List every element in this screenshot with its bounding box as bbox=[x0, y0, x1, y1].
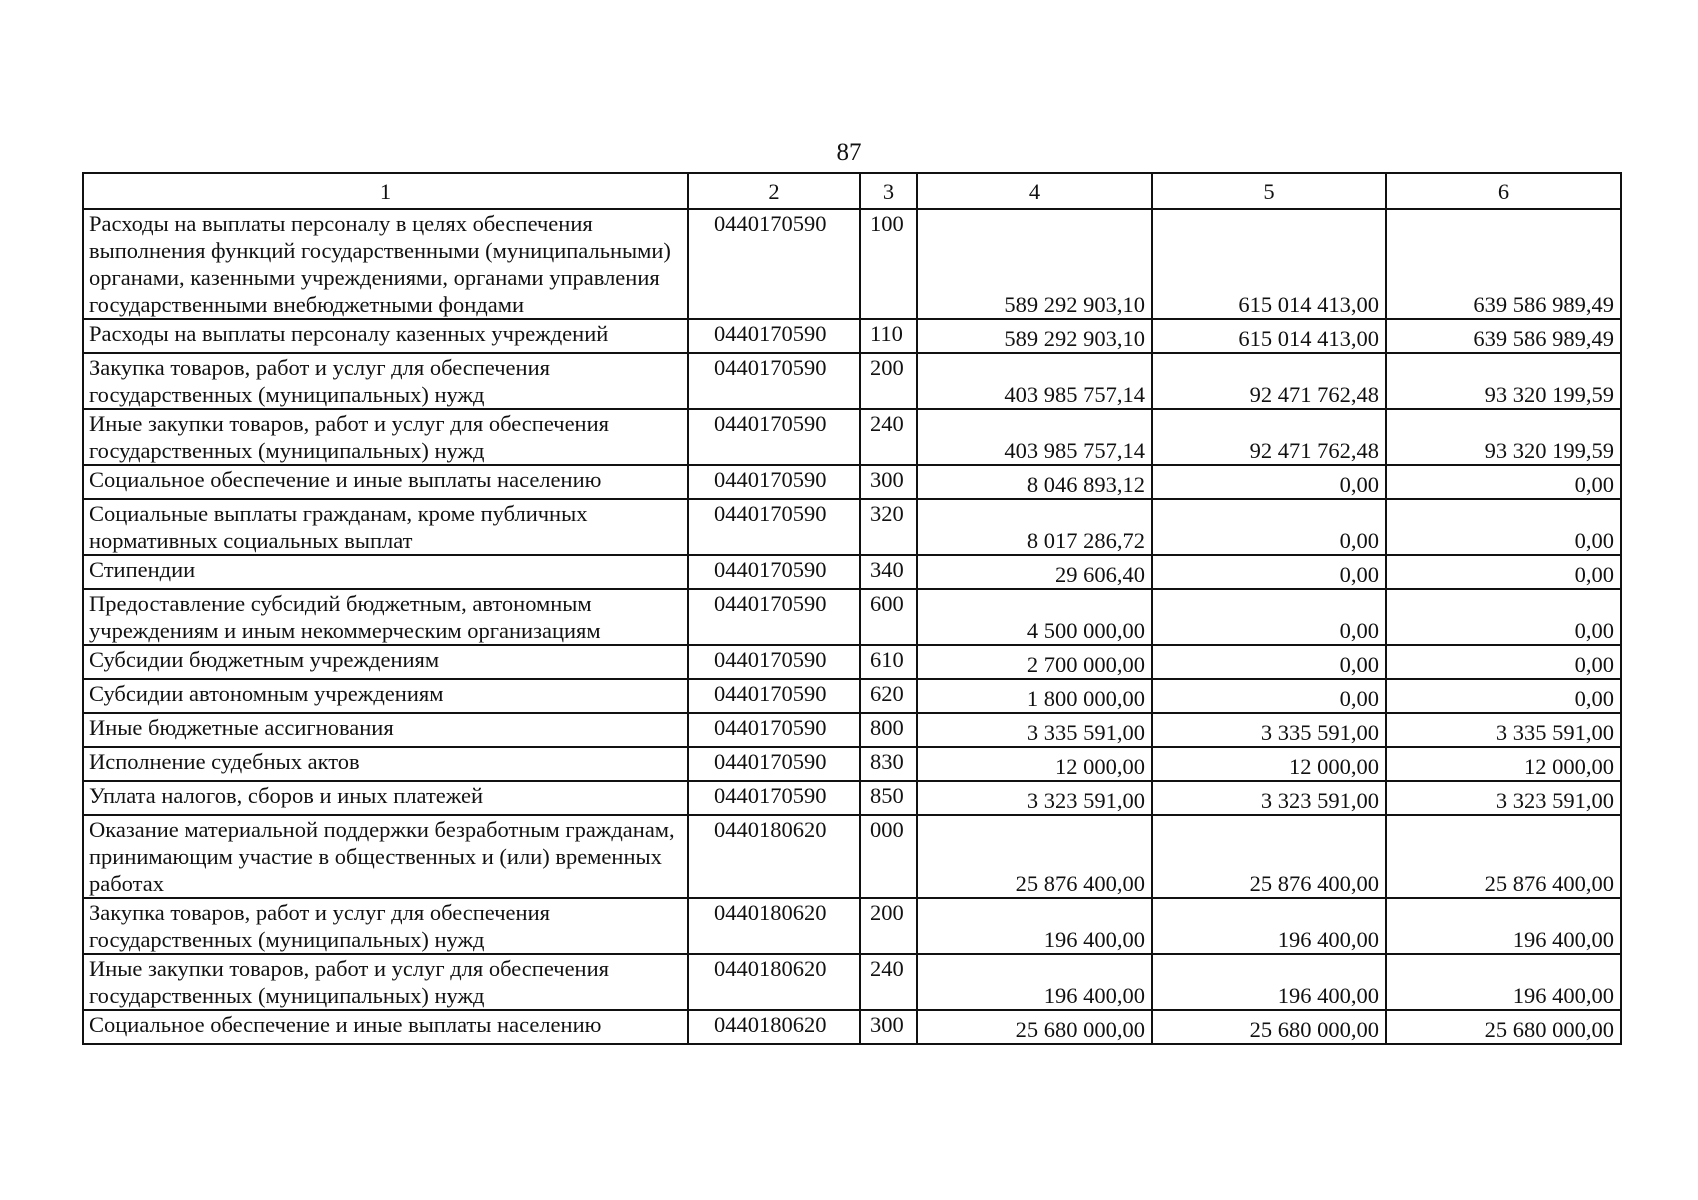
row-name: Закупка товаров, работ и услуг для обеспечения государственных (муниципальных) нужд bbox=[83, 353, 688, 409]
row-amount-col6: 25 876 400,00 bbox=[1386, 815, 1621, 898]
column-header: 4 bbox=[917, 173, 1152, 209]
row-expense-type: 850 bbox=[860, 781, 917, 815]
row-amount-col4: 2 700 000,00 bbox=[917, 645, 1152, 679]
row-amount-col6: 12 000,00 bbox=[1386, 747, 1621, 781]
row-amount-col6: 0,00 bbox=[1386, 645, 1621, 679]
row-amount-col4: 29 606,40 bbox=[917, 555, 1152, 589]
table-row bbox=[83, 589, 1621, 645]
row-target-code: 0440170590 bbox=[688, 747, 860, 781]
row-target-code: 0440170590 bbox=[688, 209, 860, 319]
row-expense-type: 800 bbox=[860, 713, 917, 747]
table-row bbox=[83, 409, 1621, 465]
table-row bbox=[83, 747, 1621, 781]
row-name: Оказание материальной поддержки безработным гражданам, принимающим участие в общественных и (или) временных работах bbox=[83, 815, 688, 898]
row-amount-col4: 25 680 000,00 bbox=[917, 1010, 1152, 1044]
column-header: 3 bbox=[860, 173, 917, 209]
row-amount-col4: 1 800 000,00 bbox=[917, 679, 1152, 713]
column-header: 1 bbox=[83, 173, 688, 209]
table-row bbox=[83, 781, 1621, 815]
row-name: Расходы на выплаты персоналу казенных учреждений bbox=[83, 319, 688, 353]
row-amount-col4: 4 500 000,00 bbox=[917, 589, 1152, 645]
row-amount-col5: 12 000,00 bbox=[1152, 747, 1386, 781]
row-amount-col5: 0,00 bbox=[1152, 679, 1386, 713]
row-amount-col5: 3 335 591,00 bbox=[1152, 713, 1386, 747]
table-row bbox=[83, 353, 1621, 409]
row-amount-col4: 589 292 903,10 bbox=[917, 209, 1152, 319]
row-name: Иные закупки товаров, работ и услуг для обеспечения государственных (муниципальных) нужд bbox=[83, 954, 688, 1010]
row-name: Субсидии автономным учреждениям bbox=[83, 679, 688, 713]
row-expense-type: 110 bbox=[860, 319, 917, 353]
row-expense-type: 000 bbox=[860, 815, 917, 898]
row-target-code: 0440170590 bbox=[688, 589, 860, 645]
table-row bbox=[83, 319, 1621, 353]
row-amount-col6: 25 680 000,00 bbox=[1386, 1010, 1621, 1044]
page-number: 87 bbox=[836, 139, 862, 166]
row-target-code: 0440180620 bbox=[688, 815, 860, 898]
row-amount-col5: 0,00 bbox=[1152, 555, 1386, 589]
row-amount-col5: 0,00 bbox=[1152, 589, 1386, 645]
row-expense-type: 830 bbox=[860, 747, 917, 781]
row-amount-col6: 639 586 989,49 bbox=[1386, 319, 1621, 353]
row-target-code: 0440170590 bbox=[688, 353, 860, 409]
row-amount-col4: 12 000,00 bbox=[917, 747, 1152, 781]
table-row bbox=[83, 898, 1621, 954]
row-amount-col4: 3 335 591,00 bbox=[917, 713, 1152, 747]
row-name: Иные закупки товаров, работ и услуг для обеспечения государственных (муниципальных) нужд bbox=[83, 409, 688, 465]
row-amount-col6: 93 320 199,59 bbox=[1386, 409, 1621, 465]
column-header: 2 bbox=[688, 173, 860, 209]
row-amount-col5: 3 323 591,00 bbox=[1152, 781, 1386, 815]
row-name: Социальное обеспечение и иные выплаты населению bbox=[83, 465, 688, 499]
row-amount-col5: 615 014 413,00 bbox=[1152, 319, 1386, 353]
row-amount-col6: 0,00 bbox=[1386, 465, 1621, 499]
row-amount-col6: 196 400,00 bbox=[1386, 898, 1621, 954]
row-target-code: 0440170590 bbox=[688, 409, 860, 465]
row-name: Расходы на выплаты персоналу в целях обеспечения выполнения функций государственными (муниципальными) органами, казенными учреждениями, органами управления государственными внебюджетными фондами bbox=[83, 209, 688, 319]
row-name: Иные бюджетные ассигнования bbox=[83, 713, 688, 747]
row-name: Социальные выплаты гражданам, кроме публичных нормативных социальных выплат bbox=[83, 499, 688, 555]
row-name: Субсидии бюджетным учреждениям bbox=[83, 645, 688, 679]
row-amount-col4: 8 017 286,72 bbox=[917, 499, 1152, 555]
row-amount-col6: 3 323 591,00 bbox=[1386, 781, 1621, 815]
row-amount-col6: 639 586 989,49 bbox=[1386, 209, 1621, 319]
row-expense-type: 320 bbox=[860, 499, 917, 555]
row-expense-type: 340 bbox=[860, 555, 917, 589]
table-row bbox=[83, 645, 1621, 679]
row-target-code: 0440170590 bbox=[688, 465, 860, 499]
row-amount-col5: 92 471 762,48 bbox=[1152, 353, 1386, 409]
row-amount-col4: 25 876 400,00 bbox=[917, 815, 1152, 898]
table-row bbox=[83, 713, 1621, 747]
row-name: Уплата налогов, сборов и иных платежей bbox=[83, 781, 688, 815]
row-expense-type: 620 bbox=[860, 679, 917, 713]
table-row bbox=[83, 465, 1621, 499]
table-row bbox=[83, 1010, 1621, 1044]
row-amount-col6: 0,00 bbox=[1386, 589, 1621, 645]
table-row bbox=[83, 555, 1621, 589]
table-row bbox=[83, 679, 1621, 713]
row-expense-type: 600 bbox=[860, 589, 917, 645]
row-amount-col4: 196 400,00 bbox=[917, 954, 1152, 1010]
row-amount-col5: 196 400,00 bbox=[1152, 898, 1386, 954]
row-name: Исполнение судебных актов bbox=[83, 747, 688, 781]
row-target-code: 0440170590 bbox=[688, 499, 860, 555]
column-header: 6 bbox=[1386, 173, 1621, 209]
row-target-code: 0440170590 bbox=[688, 555, 860, 589]
row-expense-type: 200 bbox=[860, 353, 917, 409]
row-target-code: 0440170590 bbox=[688, 713, 860, 747]
column-header: 5 bbox=[1152, 173, 1386, 209]
row-name: Социальное обеспечение и иные выплаты населению bbox=[83, 1010, 688, 1044]
row-amount-col5: 615 014 413,00 bbox=[1152, 209, 1386, 319]
row-amount-col6: 3 335 591,00 bbox=[1386, 713, 1621, 747]
budget-table bbox=[82, 172, 1622, 1045]
row-amount-col6: 93 320 199,59 bbox=[1386, 353, 1621, 409]
row-amount-col4: 589 292 903,10 bbox=[917, 319, 1152, 353]
row-amount-col6: 0,00 bbox=[1386, 499, 1621, 555]
row-target-code: 0440170590 bbox=[688, 645, 860, 679]
column-header-row bbox=[83, 173, 1621, 209]
row-amount-col6: 0,00 bbox=[1386, 555, 1621, 589]
row-amount-col5: 25 680 000,00 bbox=[1152, 1010, 1386, 1044]
row-target-code: 0440180620 bbox=[688, 954, 860, 1010]
row-expense-type: 240 bbox=[860, 409, 917, 465]
row-amount-col5: 0,00 bbox=[1152, 499, 1386, 555]
budget-table-body bbox=[83, 173, 1621, 1044]
row-amount-col4: 403 985 757,14 bbox=[917, 353, 1152, 409]
row-amount-col5: 0,00 bbox=[1152, 465, 1386, 499]
row-target-code: 0440170590 bbox=[688, 679, 860, 713]
row-name: Предоставление субсидий бюджетным, автономным учреждениям и иным некоммерческим организациям bbox=[83, 589, 688, 645]
row-name: Стипендии bbox=[83, 555, 688, 589]
row-amount-col6: 0,00 bbox=[1386, 679, 1621, 713]
row-amount-col5: 92 471 762,48 bbox=[1152, 409, 1386, 465]
row-amount-col5: 25 876 400,00 bbox=[1152, 815, 1386, 898]
row-amount-col5: 0,00 bbox=[1152, 645, 1386, 679]
row-expense-type: 240 bbox=[860, 954, 917, 1010]
row-expense-type: 100 bbox=[860, 209, 917, 319]
table-row bbox=[83, 815, 1621, 898]
row-amount-col6: 196 400,00 bbox=[1386, 954, 1621, 1010]
row-amount-col5: 196 400,00 bbox=[1152, 954, 1386, 1010]
row-target-code: 0440170590 bbox=[688, 319, 860, 353]
row-amount-col4: 403 985 757,14 bbox=[917, 409, 1152, 465]
table-row bbox=[83, 954, 1621, 1010]
row-target-code: 0440170590 bbox=[688, 781, 860, 815]
row-expense-type: 610 bbox=[860, 645, 917, 679]
row-amount-col4: 196 400,00 bbox=[917, 898, 1152, 954]
row-amount-col4: 8 046 893,12 bbox=[917, 465, 1152, 499]
table-row bbox=[83, 209, 1621, 319]
row-expense-type: 300 bbox=[860, 1010, 917, 1044]
row-expense-type: 300 bbox=[860, 465, 917, 499]
row-expense-type: 200 bbox=[860, 898, 917, 954]
row-name: Закупка товаров, работ и услуг для обеспечения государственных (муниципальных) нужд bbox=[83, 898, 688, 954]
row-target-code: 0440180620 bbox=[688, 898, 860, 954]
table-row bbox=[83, 499, 1621, 555]
row-amount-col4: 3 323 591,00 bbox=[917, 781, 1152, 815]
row-target-code: 0440180620 bbox=[688, 1010, 860, 1044]
